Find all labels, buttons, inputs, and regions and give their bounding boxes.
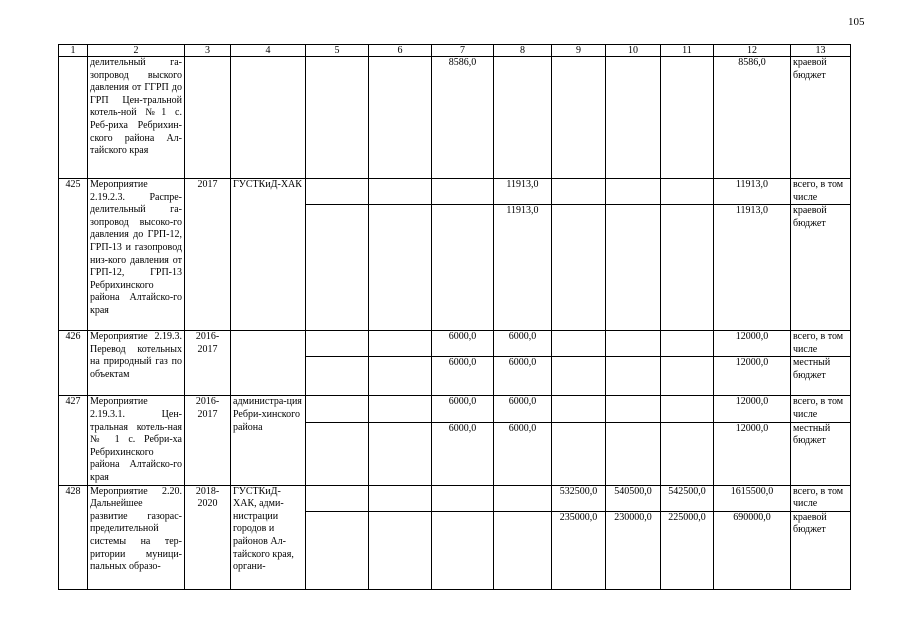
amount-cell: 11913,0: [494, 205, 552, 331]
amount-cell: 12000,0: [714, 357, 791, 396]
column-number-header: 7: [432, 45, 494, 57]
period-years: [185, 57, 231, 179]
amount-cell: [552, 205, 606, 331]
column-number-header: 8: [494, 45, 552, 57]
amount-cell: [552, 357, 606, 396]
period-years: 2016-2017: [185, 396, 231, 485]
amount-cell: [306, 357, 369, 396]
table-row: [59, 331, 851, 357]
column-number-header: 11: [661, 45, 714, 57]
amount-cell: [432, 179, 494, 205]
funding-source: местный бюджет: [791, 357, 851, 396]
funding-source: всего, в том числе: [791, 179, 851, 205]
funding-source: всего, в том числе: [791, 485, 851, 511]
amount-cell: [369, 331, 432, 357]
budget-table: [58, 44, 851, 590]
row-number: 428: [59, 485, 88, 589]
page-number: 105: [848, 16, 865, 28]
amount-cell: [606, 422, 661, 485]
amount-cell: [606, 331, 661, 357]
amount-cell: [606, 357, 661, 396]
amount-cell: [552, 331, 606, 357]
column-number-header: 13: [791, 45, 851, 57]
column-number-header: 12: [714, 45, 791, 57]
amount-cell: [432, 485, 494, 511]
amount-cell: 6000,0: [494, 396, 552, 422]
amount-cell: 12000,0: [714, 396, 791, 422]
executor: администра-ция Ребри-хинского района: [231, 396, 306, 485]
amount-cell: 6000,0: [494, 422, 552, 485]
amount-cell: 6000,0: [432, 357, 494, 396]
funding-source: местный бюджет: [791, 422, 851, 485]
amount-cell: [552, 396, 606, 422]
table-row: [59, 485, 851, 511]
amount-cell: 11913,0: [494, 179, 552, 205]
column-number-header: 10: [606, 45, 661, 57]
amount-cell: 540500,0: [606, 485, 661, 511]
funding-source: краевой бюджет: [791, 57, 851, 179]
amount-cell: [369, 422, 432, 485]
amount-cell: 12000,0: [714, 422, 791, 485]
amount-cell: 6000,0: [432, 396, 494, 422]
amount-cell: [369, 396, 432, 422]
column-number-header: 9: [552, 45, 606, 57]
table-row: [59, 179, 851, 205]
amount-cell: 690000,0: [714, 511, 791, 589]
amount-cell: [306, 396, 369, 422]
amount-cell: [661, 396, 714, 422]
funding-source: краевой бюджет: [791, 511, 851, 589]
executor: ГУСТКиД-ХАК: [231, 179, 306, 331]
amount-cell: 8586,0: [714, 57, 791, 179]
amount-cell: [369, 357, 432, 396]
amount-cell: [661, 357, 714, 396]
amount-cell: [432, 205, 494, 331]
amount-cell: [606, 396, 661, 422]
amount-cell: 12000,0: [714, 331, 791, 357]
amount-cell: [494, 511, 552, 589]
row-number: 426: [59, 331, 88, 396]
amount-cell: 1615500,0: [714, 485, 791, 511]
amount-cell: [606, 179, 661, 205]
amount-cell: [306, 57, 369, 179]
funding-source: краевой бюджет: [791, 205, 851, 331]
amount-cell: [661, 422, 714, 485]
amount-cell: [494, 57, 552, 179]
column-number-header: 5: [306, 45, 369, 57]
executor: [231, 331, 306, 396]
amount-cell: 225000,0: [661, 511, 714, 589]
column-number-header: 3: [185, 45, 231, 57]
amount-cell: [369, 205, 432, 331]
amount-cell: 6000,0: [494, 357, 552, 396]
funding-source: всего, в том числе: [791, 331, 851, 357]
measure-name: делительный га-зопровод выского давления от ГГРП до ГРП Цен-тральной котель-ной №1 с. Реб-риха Ребрихин-ского района Ал-тайского края: [88, 57, 185, 179]
amount-cell: [306, 485, 369, 511]
amount-cell: [661, 205, 714, 331]
amount-cell: 230000,0: [606, 511, 661, 589]
amount-cell: [606, 57, 661, 179]
amount-cell: [306, 331, 369, 357]
amount-cell: [306, 205, 369, 331]
executor: [231, 57, 306, 179]
period-years: 2018-2020: [185, 485, 231, 589]
amount-cell: 235000,0: [552, 511, 606, 589]
measure-name: Мероприятие 2.19.3. Перевод котельных на природный газ по объектам: [88, 331, 185, 396]
table-row: [59, 396, 851, 422]
measure-name: Мероприятие 2.19.3.1. Цен-тральная котель-ная № 1 с. Ребри-ха Ребрихинского района Алтайско-го края: [88, 396, 185, 485]
period-years: 2017: [185, 179, 231, 331]
amount-cell: 6000,0: [494, 331, 552, 357]
amount-cell: [552, 422, 606, 485]
amount-cell: [369, 57, 432, 179]
column-number-header: 4: [231, 45, 306, 57]
amount-cell: [552, 179, 606, 205]
column-number-header: 6: [369, 45, 432, 57]
amount-cell: [369, 179, 432, 205]
row-number: 425: [59, 179, 88, 331]
row-number: 427: [59, 396, 88, 485]
row-number: [59, 57, 88, 179]
amount-cell: [369, 485, 432, 511]
amount-cell: [552, 57, 606, 179]
executor: ГУСТКиД-ХАК, адми-нистрации городов и районов Ал-тайского края, органи-: [231, 485, 306, 589]
header-row: [59, 45, 851, 57]
measure-name: Мероприятие 2.20. Дальнейшее развитие газорас-пределительной системы на тер-ритории муници-пальных образо-: [88, 485, 185, 589]
column-number-header: 2: [88, 45, 185, 57]
amount-cell: 11913,0: [714, 205, 791, 331]
amount-cell: 532500,0: [552, 485, 606, 511]
amount-cell: [661, 57, 714, 179]
measure-name: Мероприятие 2.19.2.3. Распре-делительный га-зопровод высоко-го давления до ГРП-12, ГРП-13 и газопровод низ-кого давления от ГРП-12, ГРП-13 Ребрихинского района Алтайско-го края: [88, 179, 185, 331]
amount-cell: [306, 511, 369, 589]
amount-cell: [661, 331, 714, 357]
amount-cell: [306, 422, 369, 485]
amount-cell: [369, 511, 432, 589]
amount-cell: [494, 485, 552, 511]
amount-cell: [606, 205, 661, 331]
funding-source: всего, в том числе: [791, 396, 851, 422]
amount-cell: 8586,0: [432, 57, 494, 179]
amount-cell: [661, 179, 714, 205]
period-years: 2016-2017: [185, 331, 231, 396]
amount-cell: 6000,0: [432, 331, 494, 357]
amount-cell: 11913,0: [714, 179, 791, 205]
amount-cell: 6000,0: [432, 422, 494, 485]
table-row: [59, 57, 851, 179]
amount-cell: 542500,0: [661, 485, 714, 511]
amount-cell: [306, 179, 369, 205]
column-number-header: 1: [59, 45, 88, 57]
amount-cell: [432, 511, 494, 589]
